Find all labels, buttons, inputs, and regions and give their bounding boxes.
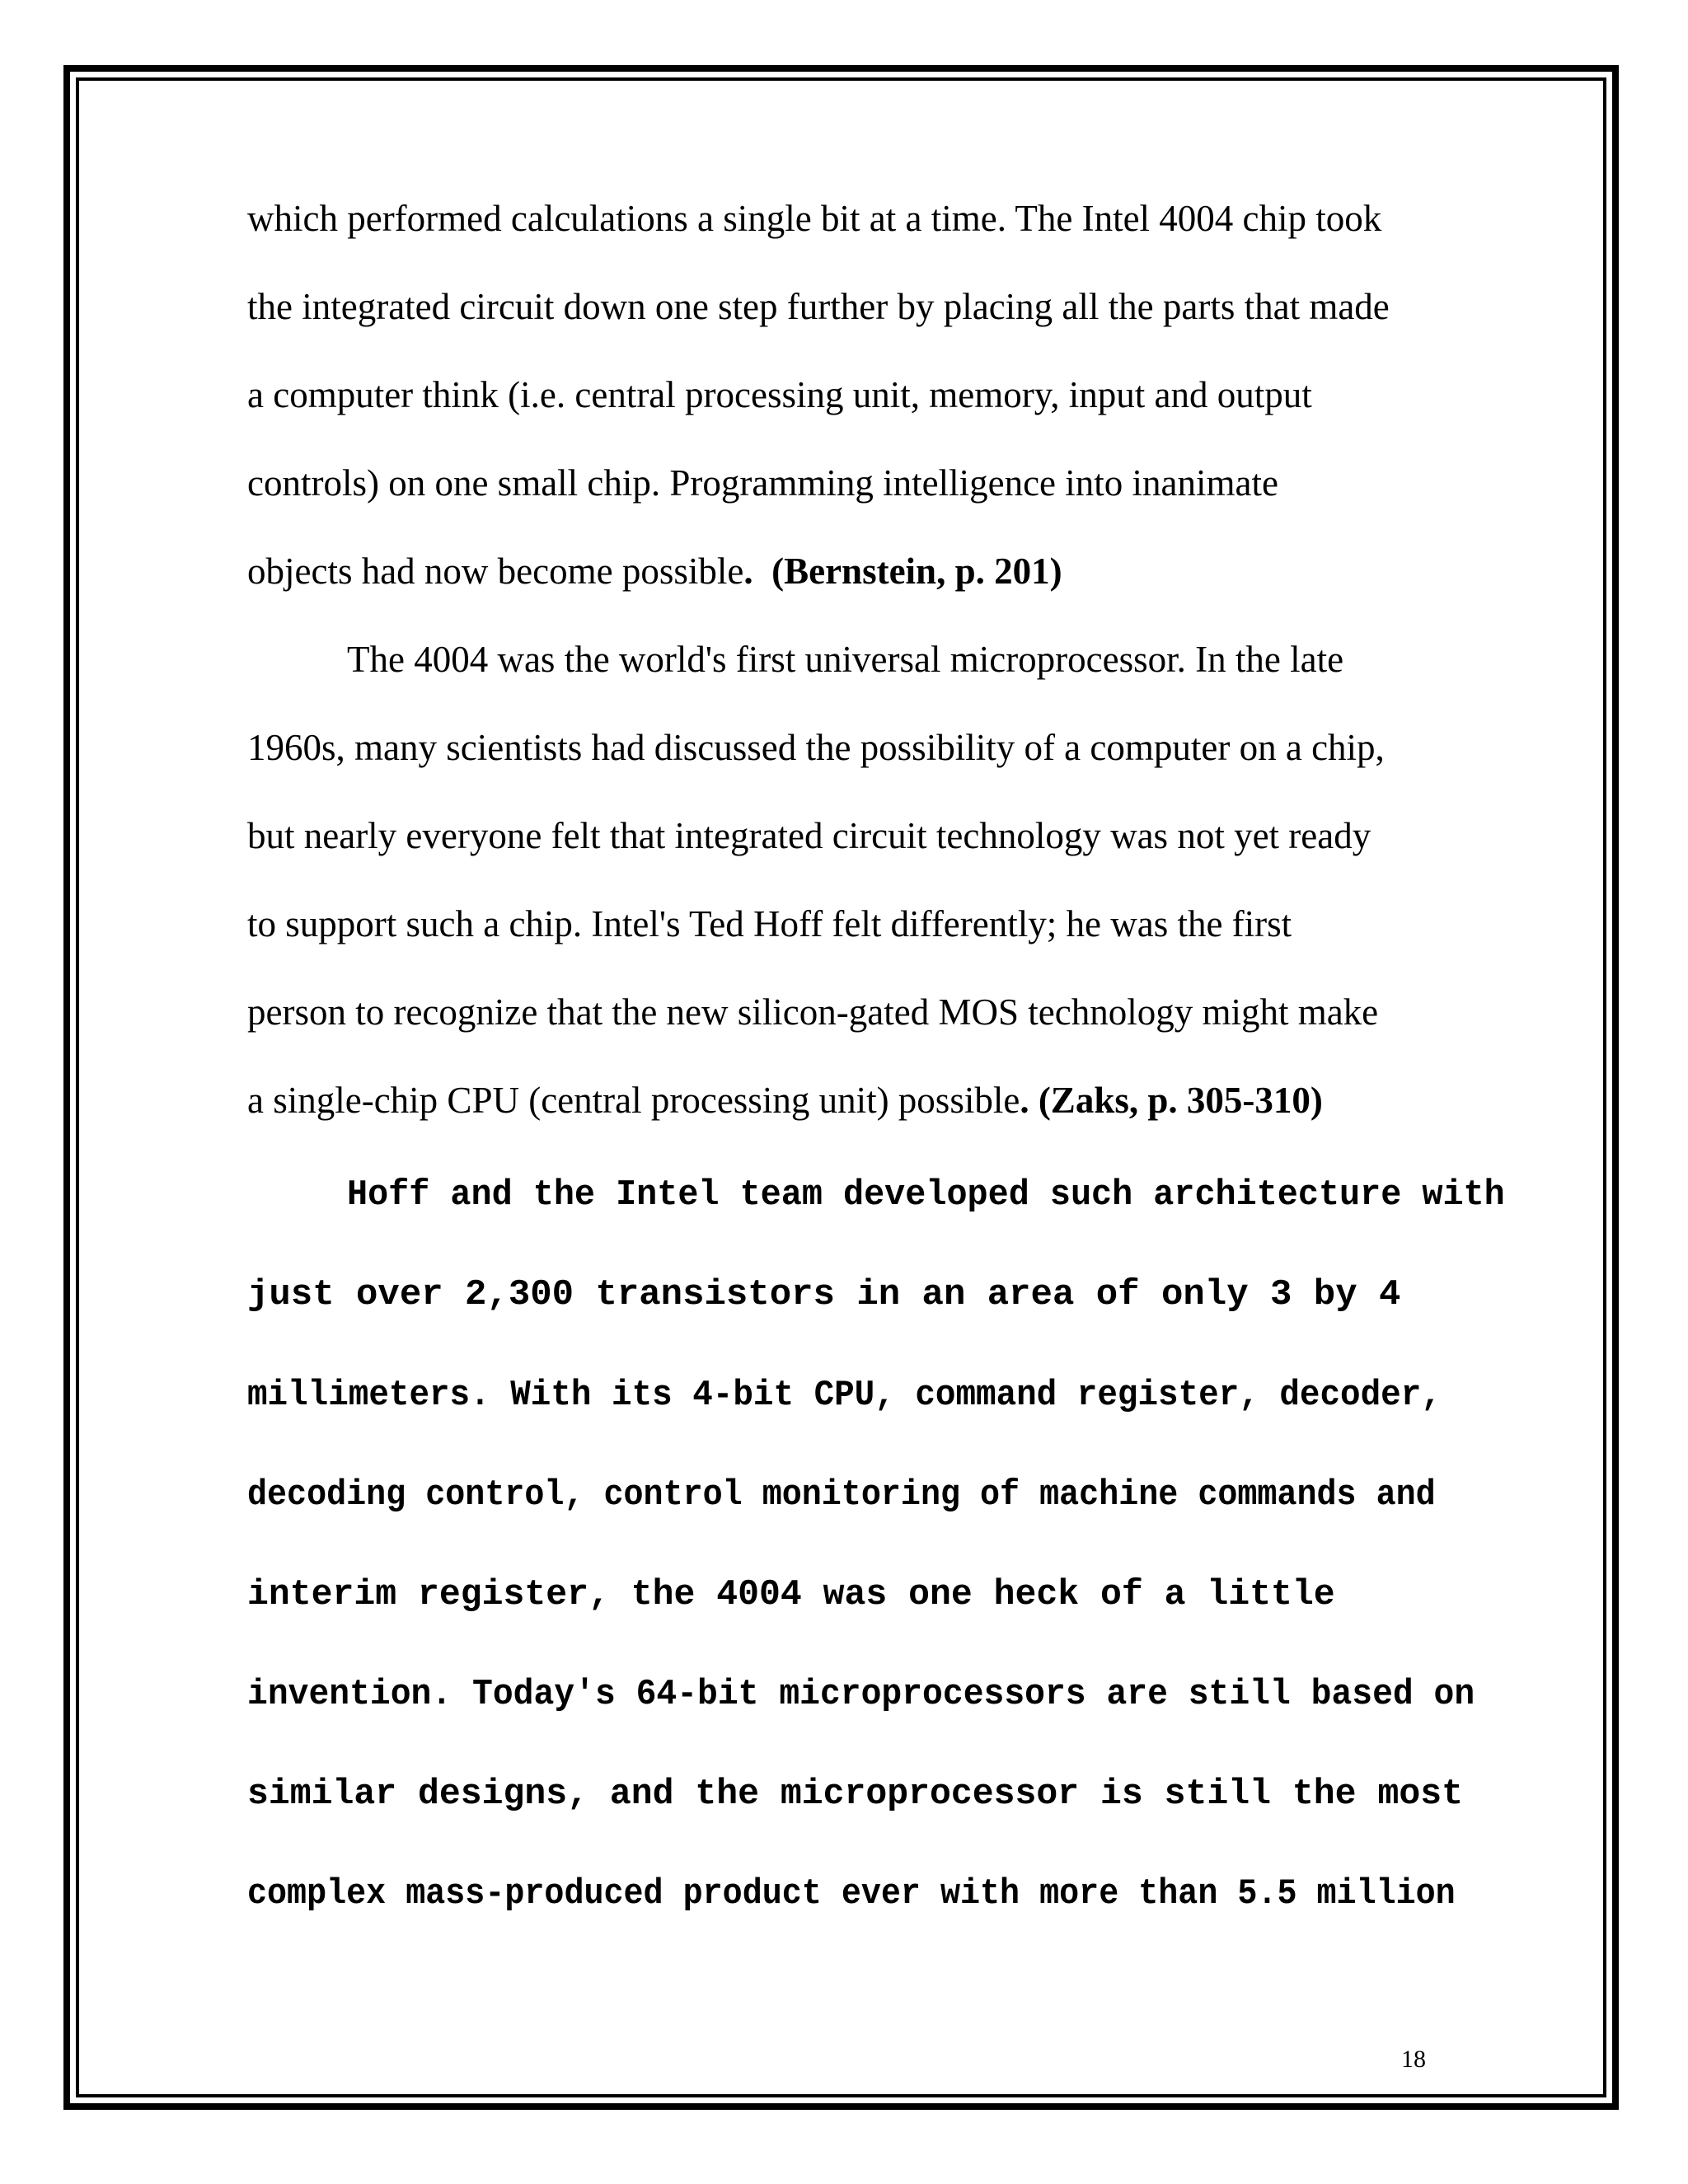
paragraph2-line-6-text: a single-chip CPU (central processing unit) possible [247, 1080, 1020, 1121]
citation-bernstein: (Bernstein, p. 201) [771, 551, 1062, 592]
paragraph3-line-4: decoding control, control monitoring of machine commands and [247, 1474, 1436, 1516]
paragraph1-line-2: the integrated circuit down one step further by placing all the parts that made [247, 286, 1390, 327]
citation-zaks: . (Zaks, p. 305-310) [1020, 1080, 1323, 1121]
paragraph3-line-8: complex mass-produced product ever with more than 5.5 million [247, 1873, 1456, 1915]
paragraph2-line-2: 1960s, many scientists had discussed the possibility of a computer on a chip, [247, 727, 1385, 768]
paragraph3-line-3: millimeters. With its 4-bit CPU, command register, decoder, [247, 1375, 1442, 1416]
paragraph1-punct: . [743, 551, 753, 592]
paragraph2-line-4: to support such a chip. Intel's Ted Hoff felt differently; he was the first [247, 903, 1292, 944]
paragraph2-line-3: but nearly everyone felt that integrated circuit technology was not yet ready [247, 815, 1372, 856]
paragraph2-line-6 [247, 1078, 1323, 1122]
paragraph1-line-1: which performed calculations a single bit at a time. The Intel 4004 chip took [247, 198, 1382, 239]
paragraph3-line-6: invention. Today's 64-bit microprocessors are still based on [247, 1674, 1475, 1715]
paragraph3-line-2: just over 2,300 transistors in an area of only 3 by 4 [247, 1274, 1401, 1315]
paragraph3-line-7: similar designs, and the microprocessor is still the most [247, 1774, 1463, 1815]
paragraph1-line-5-text: objects had now become possible [247, 551, 744, 592]
paragraph1-line-3: a computer think (i.e. central processing unit, memory, input and output [247, 374, 1312, 415]
paragraph2-line-1: The 4004 was the world's first universal microprocessor. In the late [347, 639, 1344, 680]
paragraph1-line-5 [247, 549, 1062, 593]
paragraph1-line-4: controls) on one small chip. Programming intelligence into inanimate [247, 462, 1278, 504]
paragraph2-line-5: person to recognize that the new silicon-gated MOS technology might make [247, 991, 1379, 1033]
page-number: 18 [1401, 2046, 1426, 2073]
paragraph3-line-1: Hoff and the Intel team developed such architecture with [347, 1174, 1505, 1216]
paragraph3-line-5: interim register, the 4004 was one heck of a little [247, 1574, 1335, 1615]
